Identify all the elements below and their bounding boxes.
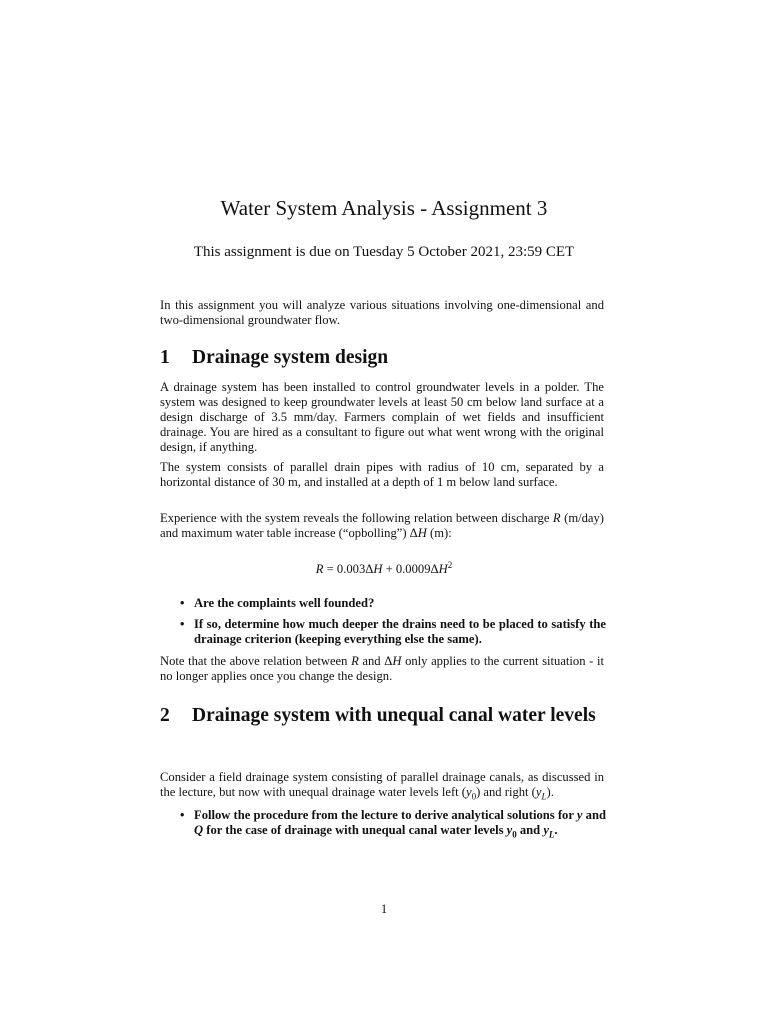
document-title: Water System Analysis - Assignment 3: [220, 196, 548, 220]
section-1-number: 1: [160, 347, 170, 368]
section-1-p3-text: Experience with the system reveals the following relation between discharge R (m/day) and maximum water table increase (“opbolling”) ΔH (m):: [160, 511, 604, 540]
page-number: 1: [380, 902, 388, 916]
question-item: • Are the complaints well founded?: [180, 596, 375, 610]
section-2-heading: [160, 704, 610, 728]
section-2-number: 2: [160, 705, 170, 726]
section-1-paragraph-2: [160, 460, 604, 490]
section-2-title: Drainage system with unequal canal water levels: [192, 705, 596, 726]
section-2-tasks: [180, 808, 606, 849]
section-2-paragraph-1: [160, 770, 604, 805]
section-1-note: [160, 654, 604, 684]
section-1-questions: [180, 596, 606, 653]
intro-paragraph: [160, 298, 604, 328]
section-1-title: Drainage system design: [192, 347, 389, 368]
bullet-icon: •: [180, 596, 185, 610]
intro-text: In this assignment you will analyze various situations involving one-dimensional and two-dimensional groundwater flow.: [160, 298, 604, 327]
question-item: • If so, determine how much deeper the drains need to be placed to satisfy the drainage criterion (keeping everything else the same).: [180, 617, 606, 646]
section-1-p1-text: A drainage system has been installed to control groundwater levels in a polder. The system was designed to keep groundwater levels at least 50 cm below land surface at a design discharge of 3.5 mm/day. Farmers complain of wet fields and insufficient drainage. You are hired as a consultant to figure out what went wrong with the original design, if anything.: [160, 380, 604, 454]
bullet-icon: •: [180, 808, 185, 822]
bullet-icon: •: [180, 617, 185, 631]
section-1-paragraph-1: [160, 380, 604, 455]
section-1-p2-text: The system consists of parallel drain pipes with radius of 10 cm, separated by a horizontal distance of 30 m, and installed at a depth of 1 m below land surface.: [160, 460, 604, 489]
discharge-equation: $R = 0.003\Delta H + 0.0009\Delta H^2$: [315, 560, 453, 577]
section-1-note-text: Note that the above relation between R and ΔH only applies to the current situation - it no longer applies once you change the design.: [160, 654, 604, 683]
section-1-heading: [160, 346, 610, 370]
section-2-p1-text: Consider a field drainage system consisting of parallel drainage canals, as discussed in the lecture, but now with unequal drainage water levels left $(y_0)$ and right $(y_L)$.: [160, 770, 604, 802]
task-item: • Follow the procedure from the lecture to derive analytical solutions for y and Q for the case of drainage with unequal canal water levels $y_0$ and $y_L$.: [180, 808, 606, 840]
section-1-paragraph-3: [160, 511, 604, 541]
due-date: This assignment is due on Tuesday 5 October 2021, 23:59 CET: [193, 244, 575, 260]
